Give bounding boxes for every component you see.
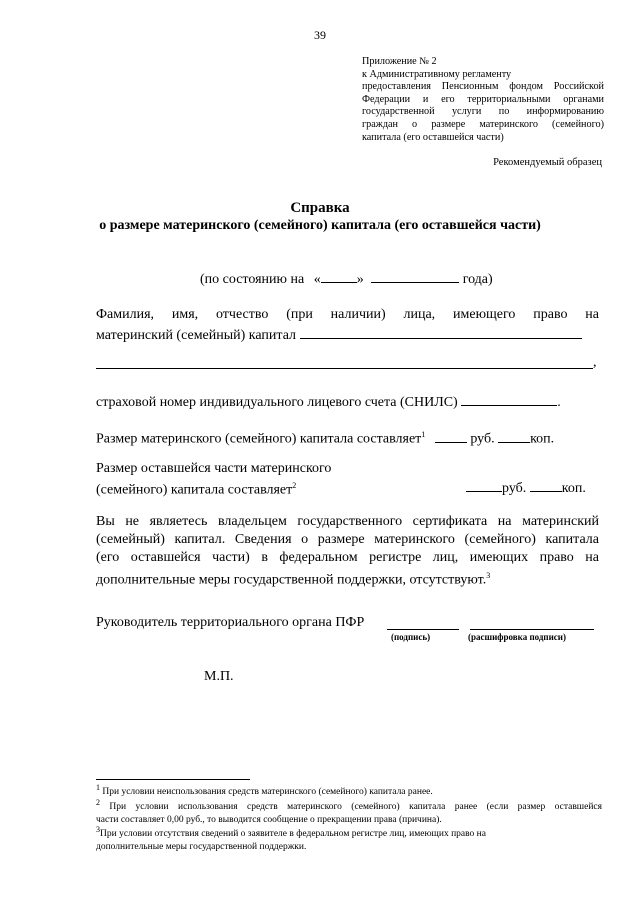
day-quote-open: « bbox=[313, 272, 321, 287]
appendix-line: к Административному регламенту bbox=[362, 68, 512, 80]
footnote-ref: 2 bbox=[292, 481, 297, 490]
stamp-place: М.П. bbox=[204, 669, 234, 684]
snils-label: страховой номер индивидуального лицевого счета (СНИЛС) bbox=[96, 395, 458, 410]
footnote-text: При условии использования средств материнского (семейного) капитала ранее (если размер оставшейся bbox=[109, 802, 603, 813]
fio-field[interactable] bbox=[300, 324, 582, 339]
notice-line: (семейный) капитал. Сведения о размере материнского (семейного) капитала bbox=[96, 532, 599, 547]
footnote-ref: 1 bbox=[421, 430, 426, 439]
notice-line: (его оставшейся части) в федеральном регистре лиц, имеющих право на bbox=[96, 550, 599, 565]
remaining-kop-field[interactable] bbox=[530, 477, 562, 492]
as-of-suffix: года) bbox=[462, 272, 493, 287]
footnote-ref: 3 bbox=[486, 571, 491, 580]
footnote-text: части составляет 0,00 руб., то выводится сообщение о прекращении права (причина). bbox=[96, 814, 442, 825]
month-year-field[interactable] bbox=[371, 268, 459, 283]
fio-line-1: Фамилия, имя, отчество (при наличии) лица, имеющего право на bbox=[96, 307, 599, 322]
remaining-label: (семейного) капитала составляет bbox=[96, 482, 293, 498]
capital-line bbox=[96, 426, 554, 449]
rub-label: руб. bbox=[502, 481, 527, 496]
capital-kop-field[interactable] bbox=[498, 428, 530, 443]
capital-rub-field[interactable] bbox=[435, 428, 467, 443]
appendix-line: Федерации и его территориальными органами bbox=[362, 93, 604, 105]
as-of-date-line bbox=[200, 268, 493, 288]
footnote-number: 3 bbox=[96, 825, 100, 834]
appendix-line: государственной услуги по информированию bbox=[362, 106, 604, 118]
capital-label: Размер материнского (семейного) капитала составляет bbox=[96, 431, 422, 447]
remaining-amount bbox=[466, 477, 586, 498]
signature-field[interactable] bbox=[387, 617, 459, 630]
footnote-text: При условии неиспользования средств материнского (семейного) капитала ранее. bbox=[102, 787, 433, 798]
kop-label: коп. bbox=[561, 481, 586, 496]
snils-field[interactable] bbox=[461, 391, 557, 406]
document-subtitle: о размере материнского (семейного) капитала (его оставшейся части) bbox=[99, 218, 541, 233]
rub-label: руб. bbox=[470, 431, 495, 447]
fio-end-comma: , bbox=[593, 355, 597, 370]
signature-caption: (подпись) bbox=[391, 632, 431, 642]
notice-line: дополнительные меры государственной поддержки, отсутствуют. bbox=[96, 572, 487, 588]
signature-decoding-field[interactable] bbox=[470, 617, 594, 630]
fio-line-2: материнский (семейный) капитал bbox=[96, 328, 297, 343]
snils-line bbox=[96, 391, 561, 412]
remaining-rub-field[interactable] bbox=[466, 477, 502, 492]
footnote-2 bbox=[96, 797, 602, 826]
footnote-number: 2 bbox=[96, 798, 100, 807]
fio-field-continuation[interactable] bbox=[96, 356, 593, 369]
signature-decoding-caption: (расшифровка подписи) bbox=[468, 632, 566, 642]
footnote-number: 1 bbox=[96, 783, 100, 792]
fio-block bbox=[96, 306, 599, 345]
appendix-line: граждан о размере материнского (семейного) bbox=[362, 118, 604, 130]
appendix-line: капитала (его оставшейся части) bbox=[362, 131, 504, 143]
snils-end: . bbox=[557, 395, 561, 410]
page-number: 39 bbox=[314, 28, 326, 42]
document-title: Справка bbox=[290, 200, 350, 216]
remaining-line-1: Размер оставшейся части материнского bbox=[96, 461, 332, 476]
notice-line: Вы не являетесь владельцем государственного сертификата на материнский bbox=[96, 514, 599, 529]
kop-label: коп. bbox=[530, 431, 555, 447]
appendix-line: Приложение № 2 bbox=[362, 56, 437, 67]
as-of-prefix: (по состоянию на bbox=[200, 272, 305, 287]
footnote-3 bbox=[96, 824, 602, 853]
day-quote-close: » bbox=[356, 272, 364, 287]
remaining-line-2 bbox=[96, 477, 296, 500]
day-field[interactable] bbox=[321, 268, 357, 283]
signature-label: Руководитель территориального органа ПФР bbox=[96, 615, 365, 630]
footnote-text: дополнительные меры государственной поддержки. bbox=[96, 841, 307, 852]
recommended-sample-label: Рекомендуемый образец bbox=[493, 157, 602, 168]
appendix-line: предоставления Пенсионным фондом Российской bbox=[362, 81, 604, 93]
footnote-divider bbox=[96, 779, 250, 780]
appendix-header bbox=[362, 56, 604, 144]
notice-paragraph bbox=[96, 513, 599, 590]
footnote-text: При условии отсутствия сведений о заявителе в федеральном регистре лиц, имеющих право на bbox=[100, 829, 486, 840]
